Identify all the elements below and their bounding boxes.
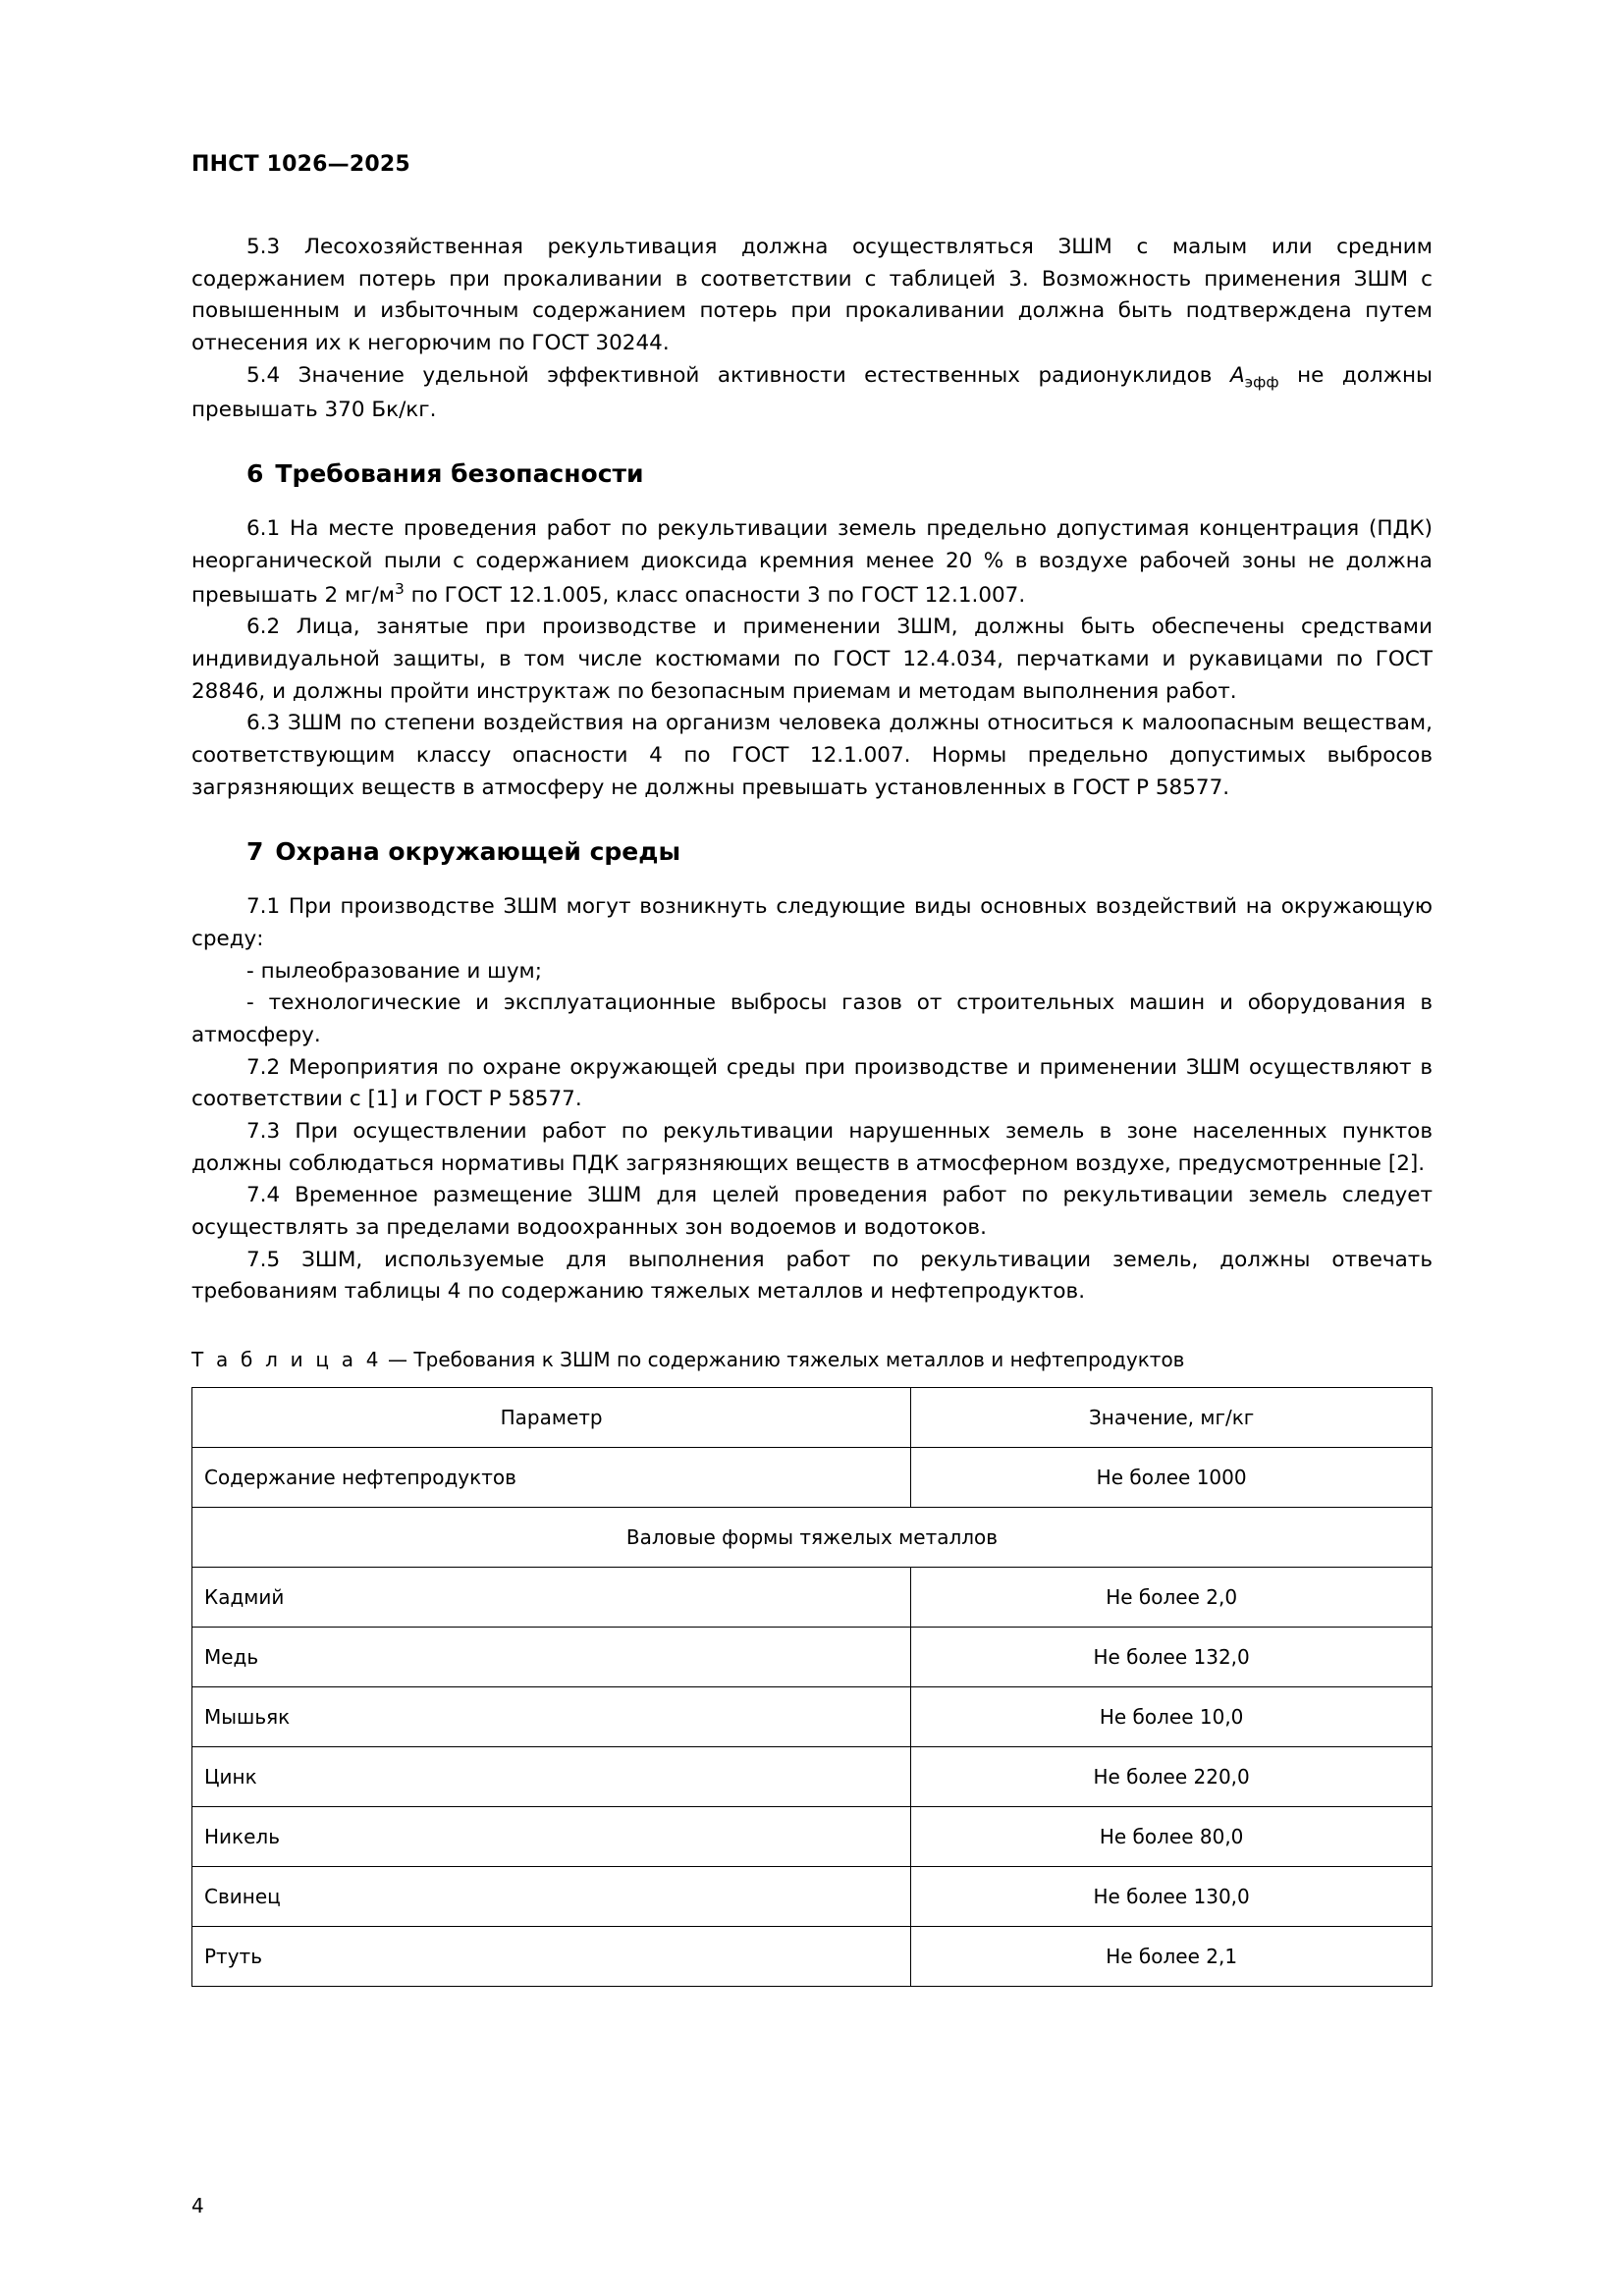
table-row (192, 1568, 1433, 1628)
paragraph-6-1-part2: по ГОСТ 12.1.005, класс опасности 3 по ГОСТ 12.1.007. (404, 582, 1026, 608)
table-row (192, 1687, 1433, 1747)
paragraph-7-4: 7.4 Временное размещение ЗШМ для целей проведения работ по рекультивации земель следует осуществлять за пределами водоохранных зон водоемов и водотоков. (191, 1183, 1433, 1241)
table-cell-param: Свинец (192, 1867, 911, 1927)
table-header-row (192, 1388, 1433, 1448)
section-heading-7 (191, 837, 1433, 866)
table-cell-param: Кадмий (192, 1568, 911, 1628)
section-heading-6 (191, 459, 1433, 488)
table-cell-value: Не более 2,0 (911, 1568, 1433, 1628)
table-header-param: Параметр (192, 1388, 911, 1448)
table-cell-value: Не более 80,0 (911, 1807, 1433, 1867)
table-row (192, 1747, 1433, 1807)
table-cell-param: Медь (192, 1628, 911, 1687)
page-header: ПНСТ 1026—2025 (191, 152, 410, 177)
table-4-caption (191, 1348, 1433, 1371)
table-cell-group-label: Валовые формы тяжелых металлов (192, 1508, 1433, 1568)
table-cell-value: Не более 220,0 (911, 1747, 1433, 1807)
table-row (192, 1807, 1433, 1867)
section-6-title: Требования безопасности (275, 459, 644, 489)
paragraph-5-4-part2: не должны превышать 370 Бк/кг. (191, 362, 1433, 422)
table-cell-param: Никель (192, 1807, 911, 1867)
table-row (192, 1628, 1433, 1687)
table-4-caption-text: — Требования к ЗШМ по содержанию тяжелых металлов и нефтепродуктов (381, 1348, 1185, 1372)
paragraph-7-3: 7.3 При осуществлении работ по рекультивации нарушенных земель в зоне населенных пунктов должны соблюдаться нормативы ПДК загрязняющих веществ в атмосферном воздухе, предусмотренные [2]. (191, 1119, 1433, 1176)
table-header-value: Значение, мг/кг (911, 1388, 1433, 1448)
table-cell-param: Ртуть (192, 1927, 911, 1987)
table-row (192, 1448, 1433, 1508)
paragraph-7-1-item-2: - технологические и эксплуатационные выбросы газов от строительных машин и оборудования в атмосферу. (191, 990, 1433, 1048)
paragraph-5-4 (191, 360, 1433, 427)
paragraph-5-3: 5.3 Лесохозяйственная рекультивация должна осуществляться ЗШМ с малым или средним содержанием потерь при прокаливании в соответствии с таблицей 3. Возможность применения ЗШМ с повышенным и избыточным содержанием потерь при прокаливании должна быть подтверждена путем отнесения их к негорючим по ГОСТ 30244. (191, 235, 1433, 356)
section-7-number: 7 (246, 837, 264, 867)
table-4-body (192, 1388, 1433, 1987)
radionuclide-symbol: A (1229, 362, 1245, 388)
table-row (192, 1927, 1433, 1987)
section-6-number: 6 (246, 459, 264, 489)
table-cell-param: Цинк (192, 1747, 911, 1807)
cubic-meter-superscript: 3 (394, 579, 405, 598)
paragraph-7-2: 7.2 Мероприятия по охране окружающей среды при производстве и применении ЗШМ осуществляют в соответствии с [1] и ГОСТ Р 58577. (191, 1054, 1433, 1112)
table-cell-param: Мышьяк (192, 1687, 911, 1747)
paragraph-7-5: 7.5 ЗШМ, используемые для выполнения работ по рекультивации земель, должны отвечать требованиям таблицы 4 по содержанию тяжелых металлов и нефтепродуктов. (191, 1247, 1433, 1305)
paragraph-6-2: 6.2 Лица, занятые при производстве и применении ЗШМ, должны быть обеспечены средствами индивидуальной защиты, в том числе костюмами по ГОСТ 12.4.034, перчатками и рукавицами по ГОСТ 28846, и должны пройти инструктаж по безопасным приемам и методам выполнения работ. (191, 614, 1433, 704)
paragraph-7-1-item-1: - пылеобразование и шум; (246, 958, 543, 984)
section-7-title: Охрана окружающей среды (275, 837, 681, 867)
table-4 (191, 1387, 1433, 1987)
paragraph-7-1: 7.1 При производстве ЗШМ могут возникнуть следующие виды основных воздействий на окружающую среду: (191, 894, 1433, 952)
table-cell-value: Не более 2,1 (911, 1927, 1433, 1987)
paragraph-6-1 (191, 513, 1433, 612)
paragraph-5-4-part1: 5.4 Значение удельной эффективной активности естественных радионуклидов (246, 362, 1230, 388)
table-cell-value: Не более 10,0 (911, 1687, 1433, 1747)
table-cell-param: Содержание нефтепродуктов (192, 1448, 911, 1508)
radionuclide-symbol-subscript: эфф (1244, 372, 1279, 391)
paragraph-6-1-part1: 6.1 На месте проведения работ по рекультивации земель предельно допустимая концентрация (ПДК) неорганической пыли с содержанием диоксида кремния менее 20 % в воздухе рабочей зоны не должна превышать 2 мг/м (191, 516, 1433, 608)
table-cell-value: Не более 132,0 (911, 1628, 1433, 1687)
table-row (192, 1867, 1433, 1927)
table-subheader-row (192, 1508, 1433, 1568)
table-cell-value: Не более 130,0 (911, 1867, 1433, 1927)
page-number: 4 (191, 2194, 204, 2217)
paragraph-6-3: 6.3 ЗШМ по степени воздействия на организм человека должны относиться к малоопасным веществам, соответствующим классу опасности 4 по ГОСТ 12.1.007. Нормы предельно допустимых выбросов загрязняющих веществ в атмосферу не должны превышать установленных в ГОСТ Р 58577. (191, 711, 1433, 800)
table-4-caption-label: Т а б л и ц а 4 (191, 1348, 382, 1372)
table-cell-value: Не более 1000 (911, 1448, 1433, 1508)
